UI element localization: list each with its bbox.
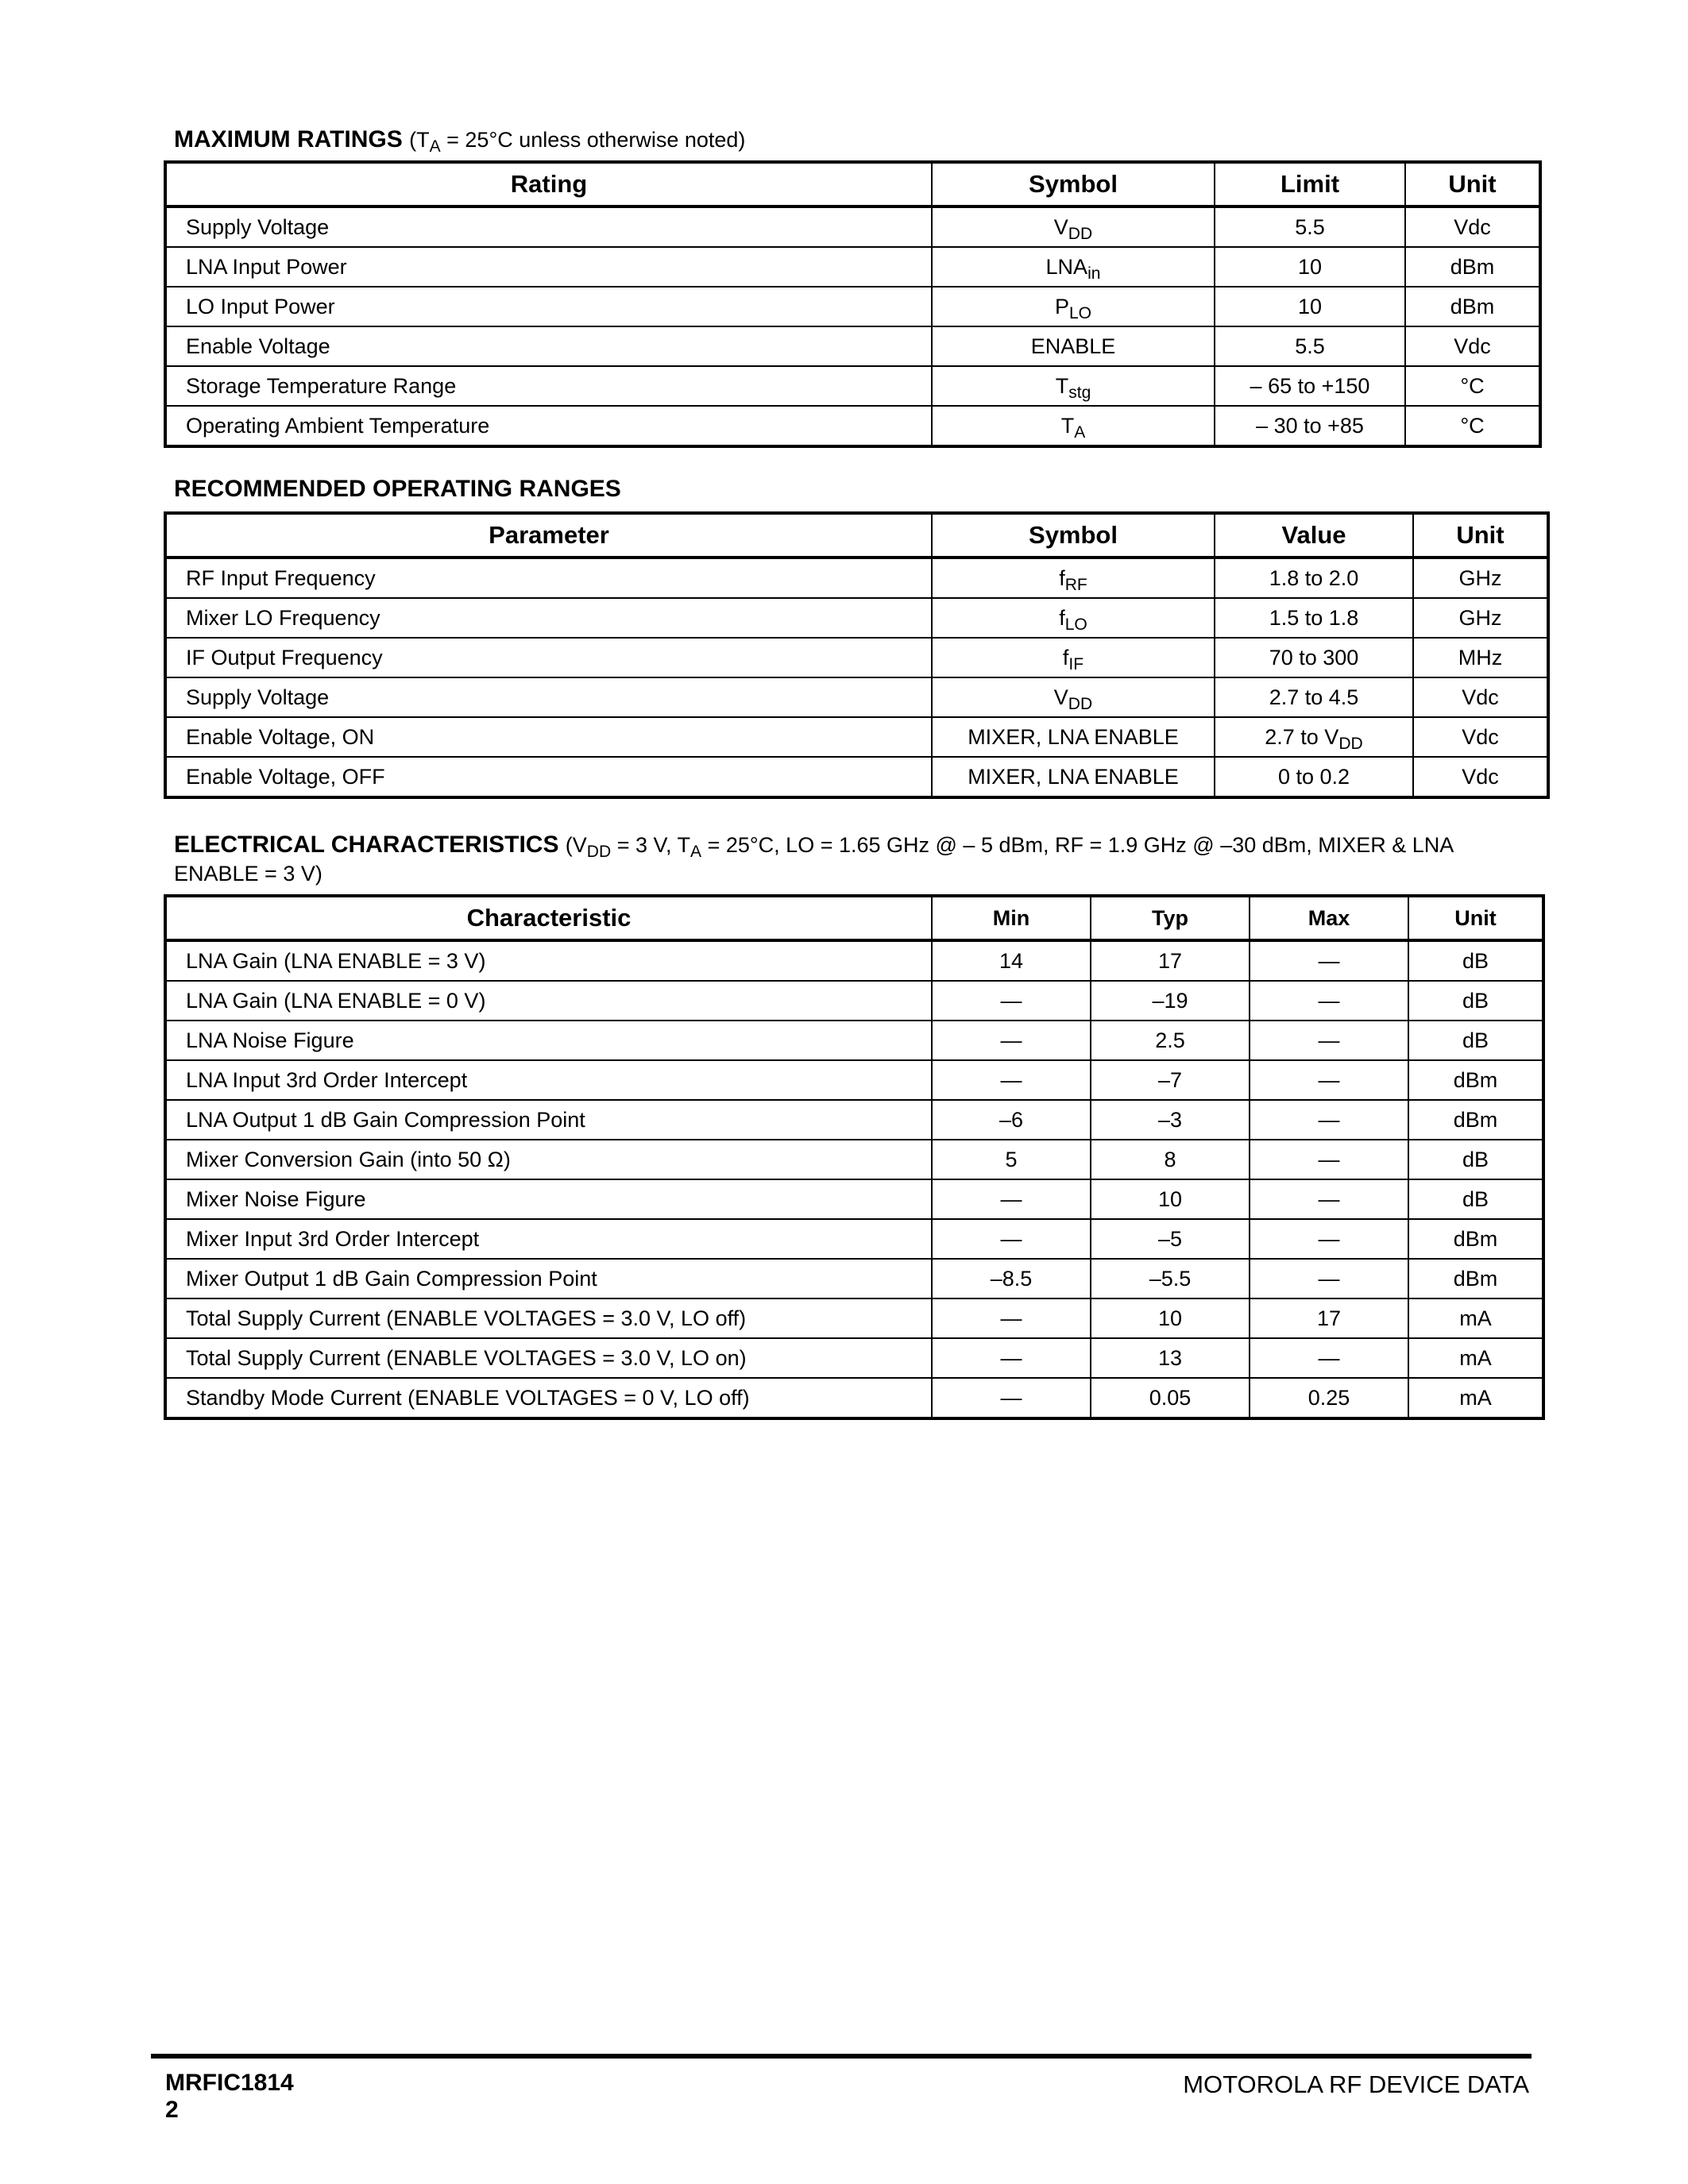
value-cell-subscript: DD: [1338, 734, 1363, 753]
symbol-cell: [932, 717, 1215, 757]
unit-cell: GHz: [1413, 558, 1548, 598]
typ-cell: –5: [1091, 1219, 1250, 1259]
table-row: [165, 717, 1548, 757]
table-row: [165, 1140, 1543, 1179]
column-header: Characteristic: [165, 896, 932, 940]
value-cell-text: 70 to 300: [1269, 645, 1359, 669]
unit-cell: Vdc: [1413, 717, 1548, 757]
max-cell: 0.25: [1250, 1378, 1408, 1418]
value-cell: [1215, 558, 1413, 598]
symbol-cell-text: f: [1059, 565, 1065, 590]
min-cell: —: [932, 1378, 1091, 1418]
table-row: [165, 598, 1548, 638]
symbol-cell-text: MIXER, LNA ENABLE: [968, 764, 1179, 789]
column-header: Unit: [1408, 896, 1543, 940]
symbol-cell-subscript: stg: [1068, 383, 1091, 402]
characteristic-cell: LNA Gain (LNA ENABLE = 3 V): [165, 940, 932, 981]
column-header: Value: [1215, 513, 1413, 558]
max-cell: —: [1250, 1259, 1408, 1298]
symbol-cell-text: T: [1055, 373, 1069, 398]
max-cell: —: [1250, 1021, 1408, 1060]
symbol-cell: [932, 287, 1215, 326]
symbol-cell: [932, 406, 1215, 446]
unit-cell: dB: [1408, 1179, 1543, 1219]
footer-publisher: MOTOROLA RF DEVICE DATA: [1183, 2070, 1529, 2098]
min-cell: —: [932, 1021, 1091, 1060]
table-row: [165, 406, 1540, 446]
symbol-cell: [932, 366, 1215, 406]
typ-cell: 13: [1091, 1338, 1250, 1378]
unit-cell: mA: [1408, 1298, 1543, 1338]
value-cell: [1215, 677, 1413, 717]
symbol-cell-subscript: DD: [1068, 694, 1093, 713]
rating-cell: Supply Voltage: [165, 206, 932, 247]
table-row: [165, 558, 1548, 598]
typ-cell: –19: [1091, 981, 1250, 1021]
unit-cell: °C: [1405, 366, 1540, 406]
rating-cell: LNA Input Power: [165, 247, 932, 287]
unit-cell: dBm: [1408, 1060, 1543, 1100]
parameter-cell: Enable Voltage, ON: [165, 717, 932, 757]
symbol-cell-text: LNA: [1045, 254, 1088, 279]
max-cell: —: [1250, 981, 1408, 1021]
table-row: [165, 638, 1548, 677]
min-cell: –8.5: [932, 1259, 1091, 1298]
min-cell: —: [932, 1060, 1091, 1100]
max-cell: —: [1250, 1219, 1408, 1259]
value-cell-text: 0 to 0.2: [1277, 764, 1350, 789]
typ-cell: 8: [1091, 1140, 1250, 1179]
symbol-cell-subscript: DD: [1068, 224, 1093, 243]
value-cell: [1215, 638, 1413, 677]
characteristic-cell: Mixer Conversion Gain (into 50 Ω): [165, 1140, 932, 1179]
symbol-cell: [932, 558, 1215, 598]
symbol-cell-subscript: LO: [1064, 615, 1087, 634]
part-number: MRFIC1814: [165, 2070, 294, 2096]
characteristic-cell: LNA Input 3rd Order Intercept: [165, 1060, 932, 1100]
limit-cell: 5.5: [1215, 206, 1405, 247]
max-cell: —: [1250, 1140, 1408, 1179]
column-header: Typ: [1091, 896, 1250, 940]
unit-cell: Vdc: [1413, 757, 1548, 797]
symbol-cell-subscript: RF: [1064, 575, 1087, 594]
table-row: [165, 1219, 1543, 1259]
characteristic-cell: Total Supply Current (ENABLE VOLTAGES = 3.0 V, LO on): [165, 1338, 932, 1378]
parameter-cell: Supply Voltage: [165, 677, 932, 717]
max-ratings-table: [164, 160, 1542, 448]
symbol-cell-subscript: in: [1087, 264, 1101, 283]
symbol-cell-text: V: [1053, 685, 1068, 709]
unit-cell: dB: [1408, 1021, 1543, 1060]
min-cell: 5: [932, 1140, 1091, 1179]
operating-ranges-body: [165, 558, 1548, 797]
max-cell: —: [1250, 1338, 1408, 1378]
column-header: Unit: [1413, 513, 1548, 558]
symbol-cell-subscript: A: [1074, 423, 1086, 442]
symbol-cell-subscript: IF: [1068, 654, 1084, 673]
unit-cell: dBm: [1405, 247, 1540, 287]
symbol-cell-text: V: [1053, 214, 1068, 239]
column-header: Min: [932, 896, 1091, 940]
typ-cell: 17: [1091, 940, 1250, 981]
parameter-cell: IF Output Frequency: [165, 638, 932, 677]
page-number: 2: [165, 2097, 179, 2123]
table-row: [165, 366, 1540, 406]
characteristic-cell: Mixer Input 3rd Order Intercept: [165, 1219, 932, 1259]
typ-cell: –5.5: [1091, 1259, 1250, 1298]
max-cell: —: [1250, 1100, 1408, 1140]
column-header: Limit: [1215, 162, 1405, 206]
value-cell-text: 1.8 to 2.0: [1269, 565, 1359, 590]
rating-cell: Enable Voltage: [165, 326, 932, 366]
unit-cell: dB: [1408, 1140, 1543, 1179]
table-header-row: [165, 162, 1540, 206]
limit-cell: – 65 to +150: [1215, 366, 1405, 406]
operating-ranges-title: [174, 475, 621, 504]
table-row: [165, 940, 1543, 981]
min-cell: —: [932, 1219, 1091, 1259]
unit-cell: mA: [1408, 1338, 1543, 1378]
characteristic-cell: Standby Mode Current (ENABLE VOLTAGES = 0 V, LO off): [165, 1378, 932, 1418]
max-cell: —: [1250, 1179, 1408, 1219]
symbol-cell: [932, 677, 1215, 717]
symbol-cell: [932, 247, 1215, 287]
table-row: [165, 1179, 1543, 1219]
column-header: Rating: [165, 162, 932, 206]
rating-cell: LO Input Power: [165, 287, 932, 326]
value-cell-text: 2.7 to 4.5: [1269, 685, 1359, 709]
symbol-cell: [932, 638, 1215, 677]
electrical-title: [174, 831, 1524, 888]
unit-cell: MHz: [1413, 638, 1548, 677]
typ-cell: 2.5: [1091, 1021, 1250, 1060]
symbol-cell-text: P: [1054, 294, 1069, 318]
parameter-cell: Enable Voltage, OFF: [165, 757, 932, 797]
unit-cell: °C: [1405, 406, 1540, 446]
typ-cell: –3: [1091, 1100, 1250, 1140]
typ-cell: 0.05: [1091, 1378, 1250, 1418]
note-sub: DD: [586, 842, 612, 861]
min-cell: —: [932, 1298, 1091, 1338]
typ-cell: 10: [1091, 1298, 1250, 1338]
note-part: (T: [409, 128, 430, 152]
unit-cell: dBm: [1408, 1259, 1543, 1298]
characteristic-cell: LNA Output 1 dB Gain Compression Point: [165, 1100, 932, 1140]
value-cell-text: 1.5 to 1.8: [1269, 605, 1359, 630]
symbol-cell-text: f: [1059, 605, 1065, 630]
operating-ranges-heading: RECOMMENDED OPERATING RANGES: [174, 476, 621, 502]
note-sub: A: [429, 137, 441, 156]
limit-cell: 5.5: [1215, 326, 1405, 366]
electrical-heading: ELECTRICAL CHARACTERISTICS: [174, 832, 559, 858]
value-cell: [1215, 757, 1413, 797]
symbol-cell-text: ENABLE: [1030, 334, 1116, 358]
column-header: Parameter: [165, 513, 932, 558]
max-ratings-note: [409, 128, 746, 156]
rating-cell: Storage Temperature Range: [165, 366, 932, 406]
rating-cell: Operating Ambient Temperature: [165, 406, 932, 446]
symbol-cell: [932, 598, 1215, 638]
table-row: [165, 1060, 1543, 1100]
table-row: [165, 1378, 1543, 1418]
table-row: [165, 1259, 1543, 1298]
table-header-row: [165, 896, 1543, 940]
table-row: [165, 677, 1548, 717]
typ-cell: 10: [1091, 1179, 1250, 1219]
characteristic-cell: LNA Noise Figure: [165, 1021, 932, 1060]
typ-cell: –7: [1091, 1060, 1250, 1100]
note-part: = 3 V, T: [611, 833, 691, 857]
unit-cell: Vdc: [1413, 677, 1548, 717]
unit-cell: GHz: [1413, 598, 1548, 638]
symbol-cell-text: MIXER, LNA ENABLE: [968, 724, 1179, 749]
unit-cell: dB: [1408, 940, 1543, 981]
parameter-cell: RF Input Frequency: [165, 558, 932, 598]
parameter-cell: Mixer LO Frequency: [165, 598, 932, 638]
limit-cell: 10: [1215, 247, 1405, 287]
value-cell: [1215, 717, 1413, 757]
electrical-table: [164, 894, 1545, 1420]
unit-cell: dB: [1408, 981, 1543, 1021]
min-cell: —: [932, 1338, 1091, 1378]
column-header: Symbol: [932, 162, 1215, 206]
value-cell: [1215, 598, 1413, 638]
column-header: Max: [1250, 896, 1408, 940]
max-cell: 17: [1250, 1298, 1408, 1338]
note-part: = 25°C unless otherwise noted): [440, 128, 746, 152]
max-cell: —: [1250, 1060, 1408, 1100]
min-cell: 14: [932, 940, 1091, 981]
footer-part-info: [165, 2070, 294, 2124]
column-header: Symbol: [932, 513, 1215, 558]
min-cell: –6: [932, 1100, 1091, 1140]
note-part: = 25°C, LO = 1.65 GHz @ – 5 dBm, RF = 1.9 GHz @ –30 dBm, MIXER & LNA ENABLE = 3 V): [174, 833, 1453, 886]
characteristic-cell: LNA Gain (LNA ENABLE = 0 V): [165, 981, 932, 1021]
unit-cell: dBm: [1408, 1100, 1543, 1140]
symbol-cell: [932, 757, 1215, 797]
unit-cell: dBm: [1405, 287, 1540, 326]
footer-rule: [151, 2054, 1532, 2059]
table-row: [165, 206, 1540, 247]
max-cell: —: [1250, 940, 1408, 981]
limit-cell: 10: [1215, 287, 1405, 326]
max-ratings-title: [174, 125, 745, 154]
unit-cell: Vdc: [1405, 326, 1540, 366]
table-row: [165, 1338, 1543, 1378]
max-ratings-heading: MAXIMUM RATINGS: [174, 126, 403, 152]
symbol-cell-text: T: [1060, 413, 1075, 438]
column-header: Unit: [1405, 162, 1540, 206]
table-row: [165, 1021, 1543, 1060]
characteristic-cell: Mixer Output 1 dB Gain Compression Point: [165, 1259, 932, 1298]
symbol-cell-subscript: LO: [1068, 303, 1092, 322]
note-sub: A: [690, 842, 702, 861]
operating-ranges-table: [164, 511, 1550, 799]
symbol-cell-text: f: [1062, 645, 1069, 669]
symbol-cell: [932, 206, 1215, 247]
max-ratings-body: [165, 206, 1540, 446]
limit-cell: – 30 to +85: [1215, 406, 1405, 446]
table-header-row: [165, 513, 1548, 558]
min-cell: —: [932, 981, 1091, 1021]
table-row: [165, 1298, 1543, 1338]
symbol-cell: [932, 326, 1215, 366]
unit-cell: dBm: [1408, 1219, 1543, 1259]
unit-cell: Vdc: [1405, 206, 1540, 247]
table-row: [165, 981, 1543, 1021]
electrical-body: [165, 940, 1543, 1418]
unit-cell: mA: [1408, 1378, 1543, 1418]
table-row: [165, 757, 1548, 797]
table-row: [165, 287, 1540, 326]
table-row: [165, 247, 1540, 287]
table-row: [165, 1100, 1543, 1140]
characteristic-cell: Mixer Noise Figure: [165, 1179, 932, 1219]
characteristic-cell: Total Supply Current (ENABLE VOLTAGES = 3.0 V, LO off): [165, 1298, 932, 1338]
min-cell: —: [932, 1179, 1091, 1219]
table-row: [165, 326, 1540, 366]
value-cell-text: 2.7 to V: [1265, 724, 1339, 749]
note-part: (V: [565, 833, 587, 857]
